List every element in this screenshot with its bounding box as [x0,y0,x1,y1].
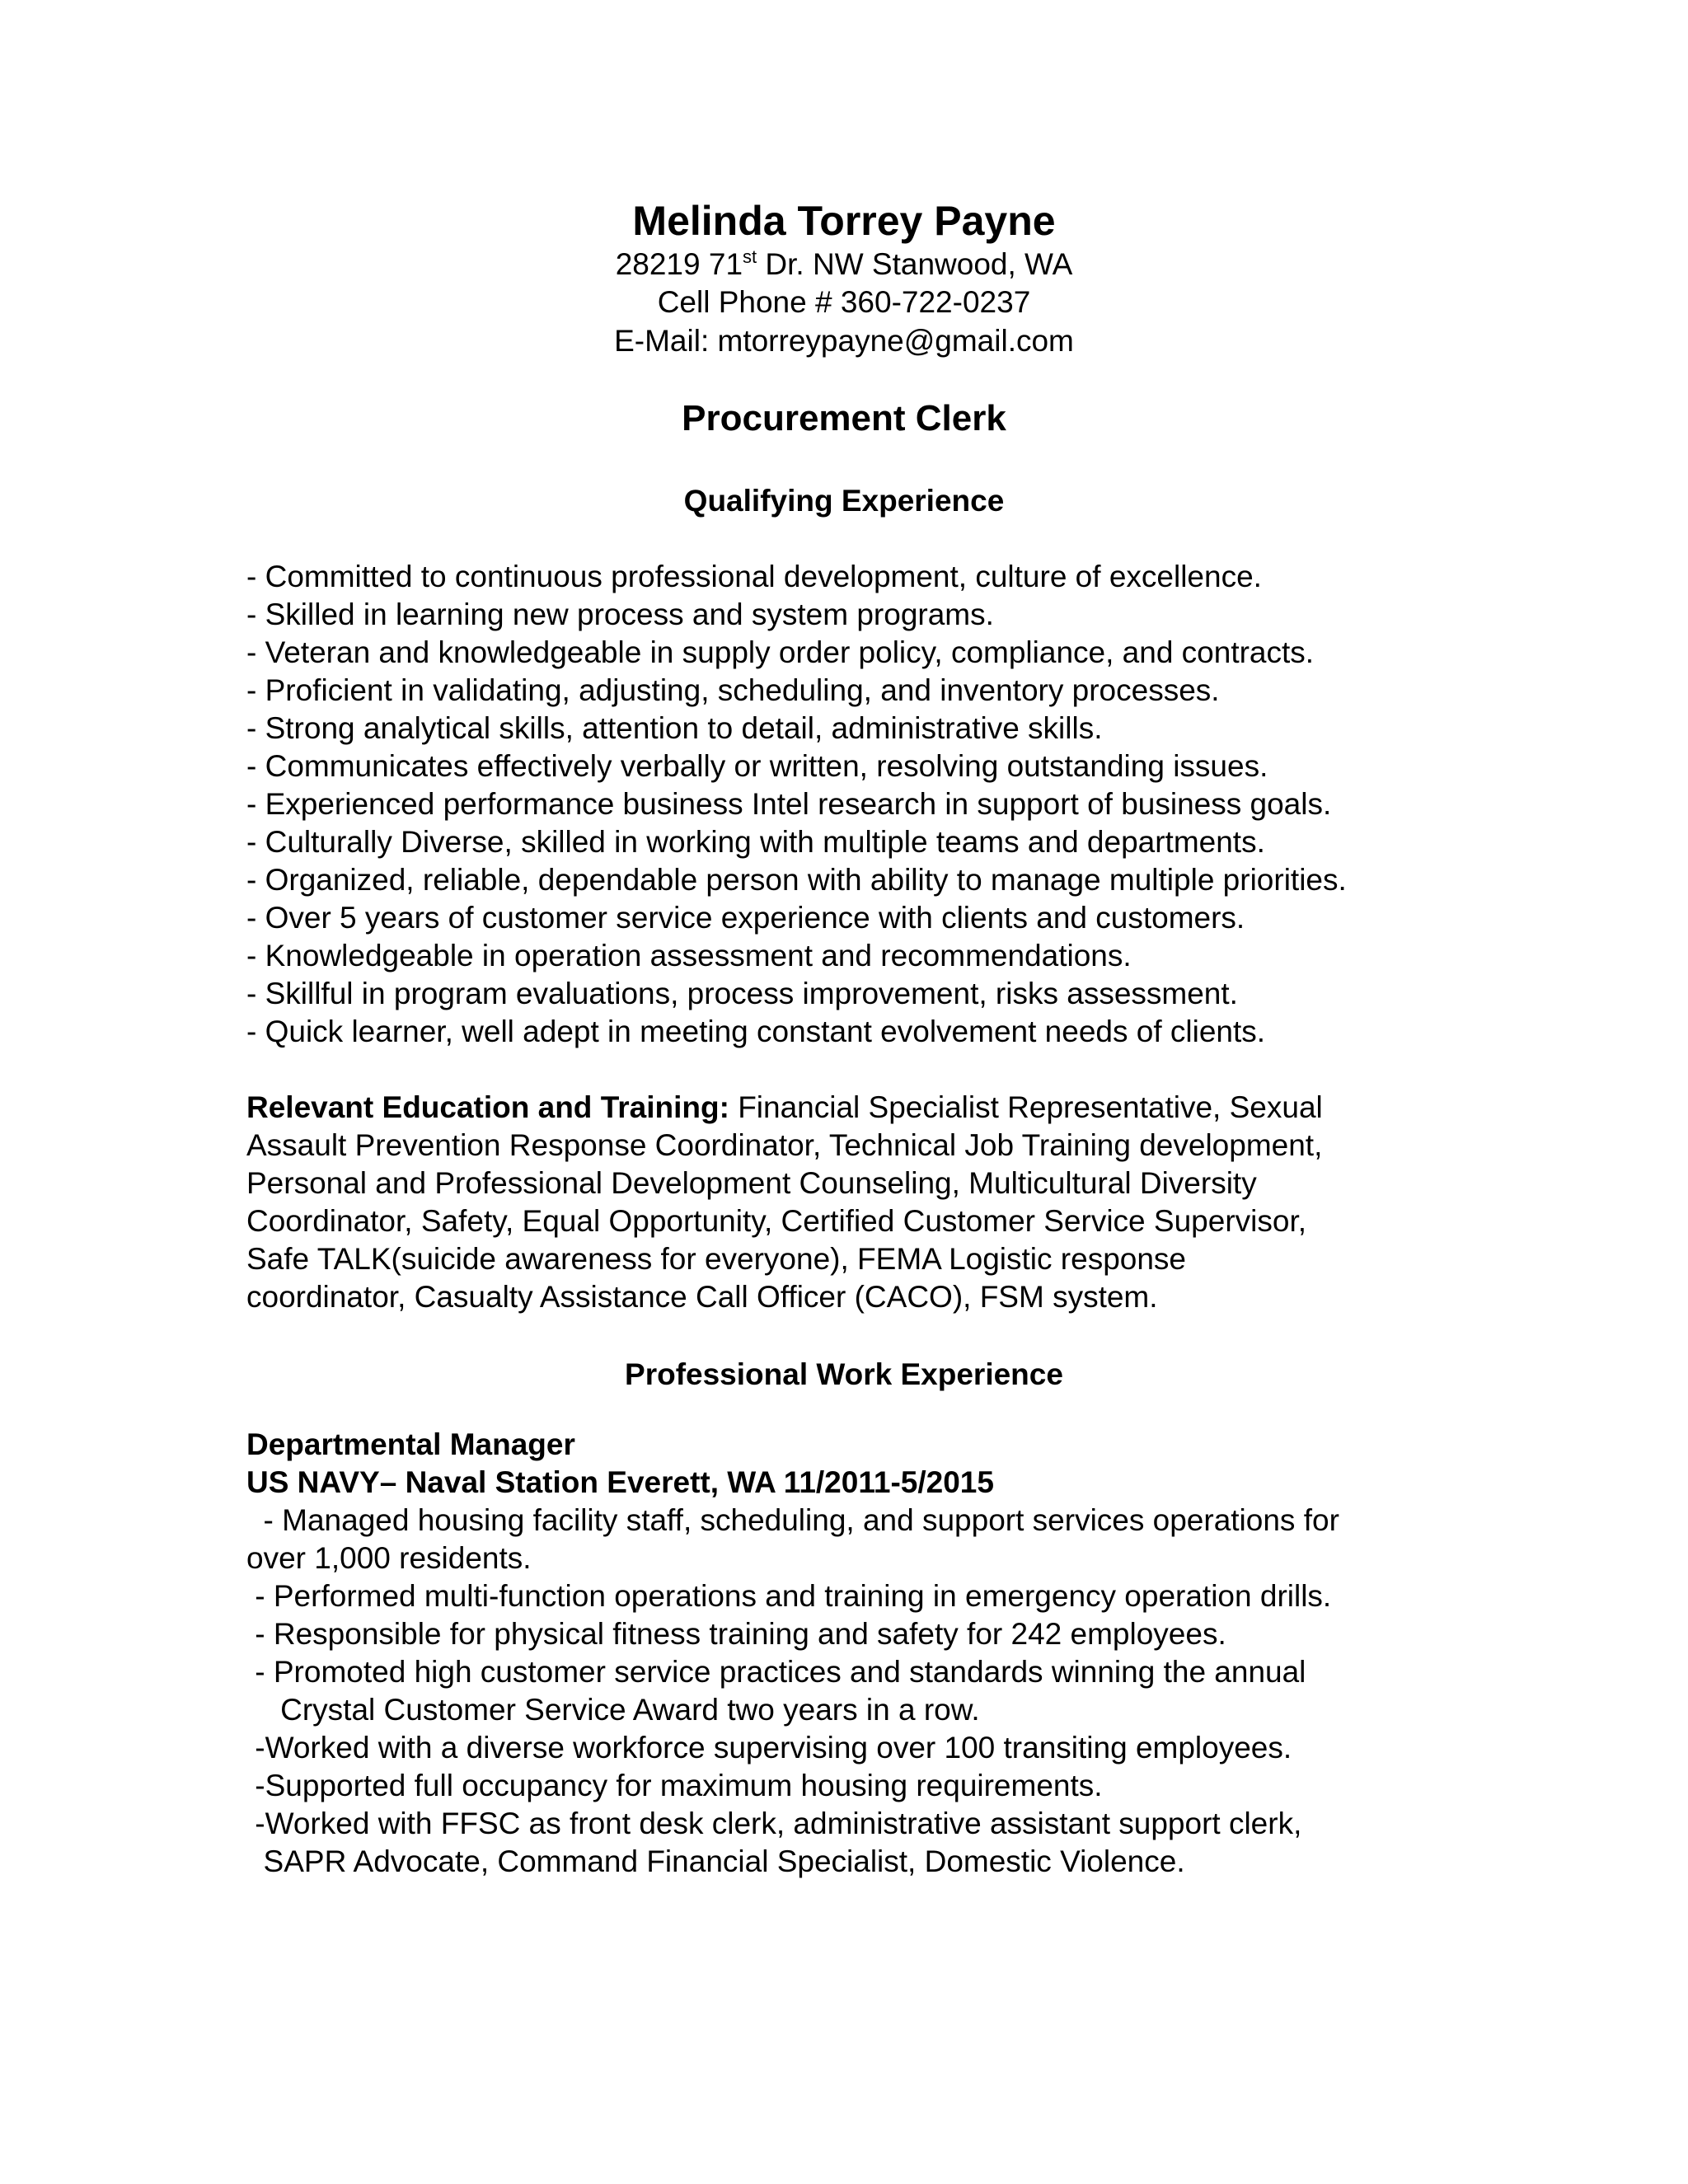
qualification-item: - Strong analytical skills, attention to detail, administrative skills. [246,711,1103,745]
duty-line: -Worked with a diverse workforce supervising over 100 transiting employees. [246,1731,1292,1765]
duty-line: - Performed multi-function operations and training in emergency operation drills. [246,1579,1332,1613]
qualification-item: - Committed to continuous professional development, culture of excellence. [246,560,1262,593]
qualification-item: - Organized, reliable, dependable person with ability to manage multiple priorities. [246,863,1347,897]
qualification-item: - Culturally Diverse, skilled in working with multiple teams and departments. [246,825,1265,859]
qualifying-experience-heading: Qualifying Experience [683,484,1005,518]
qualifying-experience-list [246,558,1483,1051]
qualification-item: - Proficient in validating, adjusting, scheduling, and inventory processes. [246,673,1220,707]
qualification-item: - Experienced performance business Intel research in support of business goals. [246,787,1332,821]
qualification-item: - Skillful in program evaluations, process improvement, risks assessment. [246,977,1238,1010]
duty-line: - Promoted high customer service practices and standards winning the annual [246,1655,1306,1689]
phone: Cell Phone # 360-722-0237 [657,285,1031,319]
education-text: Financial Specialist Representative, Sexual Assault Prevention Response Coordinator, Technical Job Training development, Personal and Professional Development Counseling, Multicultural Diversity Coordinator, Safety, Equal Opportunity, Certified Customer Service Supervisor, Safe TALK(suicide awareness for everyone), FEMA Logistic response coordinator, Casualty Assistance Call Officer (CACO), FSM system. [246,1090,1323,1314]
job-objective-title: Procurement Clerk [682,398,1006,438]
job-entry [246,1426,1483,1881]
qualification-item: - Veteran and knowledgeable in supply order policy, compliance, and contracts. [246,635,1315,669]
address-ordinal-suffix: st [743,246,757,267]
address-street: Dr. NW Stanwood, WA [757,247,1073,281]
duty-line: over 1,000 residents. [246,1541,532,1575]
qualification-item: - Quick learner, well adept in meeting constant evolvement needs of clients. [246,1015,1266,1048]
email: E-Mail: mtorreypayne@gmail.com [614,324,1074,358]
candidate-name: Melinda Torrey Payne [632,198,1056,244]
job-title: Departmental Manager [246,1427,575,1461]
duty-line: - Responsible for physical fitness training and safety for 242 employees. [246,1617,1226,1651]
duty-line: - Managed housing facility staff, scheduling, and support services operations for [246,1503,1339,1537]
work-experience-heading: Professional Work Experience [625,1357,1063,1391]
education-section [246,1089,1433,1316]
address [0,246,1688,284]
qualification-item: - Knowledgeable in operation assessment and recommendations. [246,939,1132,972]
qualification-item: - Skilled in learning new process and system programs. [246,598,994,631]
education-label: Relevant Education and Training: [246,1090,729,1124]
duty-line: SAPR Advocate, Command Financial Specialist, Domestic Violence. [246,1844,1185,1878]
duty-line: -Supported full occupancy for maximum housing requirements. [246,1769,1103,1802]
duty-line: -Worked with FFSC as front desk clerk, administrative assistant support clerk, [246,1807,1302,1840]
qualification-item: - Communicates effectively verbally or written, resolving outstanding issues. [246,749,1268,783]
job-organization: US NAVY– Naval Station Everett, WA 11/2011-5/2015 [246,1465,994,1499]
duty-line: Crystal Customer Service Award two years in a row. [246,1693,980,1727]
address-number: 28219 71 [615,247,743,281]
qualification-item: - Over 5 years of customer service experience with clients and customers. [246,901,1245,935]
job-duties-list [246,1502,1483,1881]
